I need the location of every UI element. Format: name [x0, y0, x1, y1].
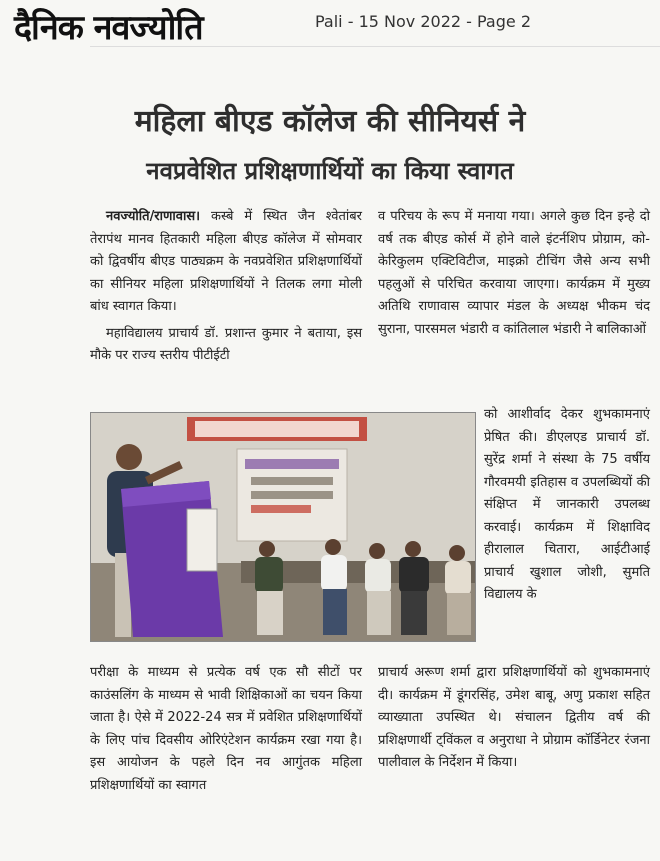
event-photo — [90, 412, 476, 642]
bleed-through-strip — [90, 46, 660, 69]
edition-info: Pali - 15 Nov 2022 - Page 2 — [315, 12, 531, 31]
event-photo-illustration — [91, 413, 475, 641]
article-column-left-top — [90, 206, 362, 368]
headline-line-2: नवप्रवेशित प्रशिक्षणार्थियों का किया स्वागत — [146, 157, 514, 185]
article-paragraph-5: को आशीर्वाद देकर शुभकामनाएं प्रेषित की। डीएलएड प्राचार्य डॉ. सुरेंद्र शर्मा ने संस्था के 75 वर्षीय गौरवमयी इतिहास व उपलब्धियों की संक्षिप्त में जानकारी उपलब्ध करवाई। कार्यक्रम में शिक्षाविद हीरालाल चितारा, आईटीआई प्राचार्य खुशाल जोशी, सुमति विद्यालय के — [484, 407, 650, 602]
article-paragraph-6: प्राचार्य अरूण शर्मा द्वारा प्रशिक्षणार्थियों को शुभकामनाएं दी। कार्यक्रम में डूंगरसिंह, उमेश बाबू, अणु प्रकाश सहित व्याख्याता उपस्थित थे। संचालन द्वितीय वर्ष की प्रशिक्षणार्थी ट्विंकल व अनुराधा ने प्रोग्राम कॉर्डिनेटर रंजना पालीवाल के निर्देशन में किया। — [378, 665, 650, 770]
article-column-right-mid — [484, 404, 650, 607]
article-paragraph-2: महाविद्यालय प्राचार्य डॉ. प्रशान्त कुमार ने बताया, इस मौके पर राज्य स्तरीय पीटीईटी — [90, 325, 362, 363]
headline-line-1: महिला बीएड कॉलेज की सीनियर्स ने — [134, 104, 526, 139]
article-column-right-bottom — [378, 662, 650, 775]
article-column-right-top — [378, 206, 650, 341]
article-column-left-bottom — [90, 662, 362, 797]
article-paragraph-3: परीक्षा के माध्यम से प्रत्येक वर्ष एक सौ सीटों पर काउंसलिंग के माध्यम से भावी शिक्षिकाओं का चयन किया जाता है। ऐसे में 2022-24 सत्र में प्रवेशित प्रशिक्षणार्थियों के लिए पांच दिवसीय ओरिएंटेशन कार्यक्रम रखा गया है। इस आयोजन के पहले दिन नव आगुंतक महिला प्रशिक्षणार्थियों का स्वागत — [90, 665, 362, 793]
article-paragraph-4: व परिचय के रूप में मनाया गया। अगले कुछ दिन इन्हे दो वर्ष तक बीएड कोर्स में होने वाले इंटर्नशिप प्रोग्राम, को-केरिकुलम एक्टिविटीज, माइक्रो टीचिंग जैसे अन्य सभी पहलुओं से परिचित करवाया जाएगा। कार्यक्रम में मुख्य अतिथि राणावास व्यापार मंडल के अध्यक्ष भीकम चंद सुराना, पारसमल भंडारी व कांतिलाल भंडारी ने बालिकाओं — [378, 209, 650, 337]
newspaper-masthead: दैनिक नवज्योति — [14, 8, 203, 48]
dateline: नवज्योति/राणावास। — [106, 209, 201, 224]
article-paragraph-1: नवज्योति/राणावास। कस्बे में स्थित जैन श्वेतांबर तेरापंथ मानव हितकारी महिला बीएड कॉलेज में सोमवार को द्विवर्षीय बीएड पाठ्यक्रम के नवप्रवेशित प्रशिक्षणार्थियों का सीनियर महिला प्रशिक्षणार्थियों ने तिलक लगा मोली बांध स्वागत किया। — [90, 209, 362, 314]
